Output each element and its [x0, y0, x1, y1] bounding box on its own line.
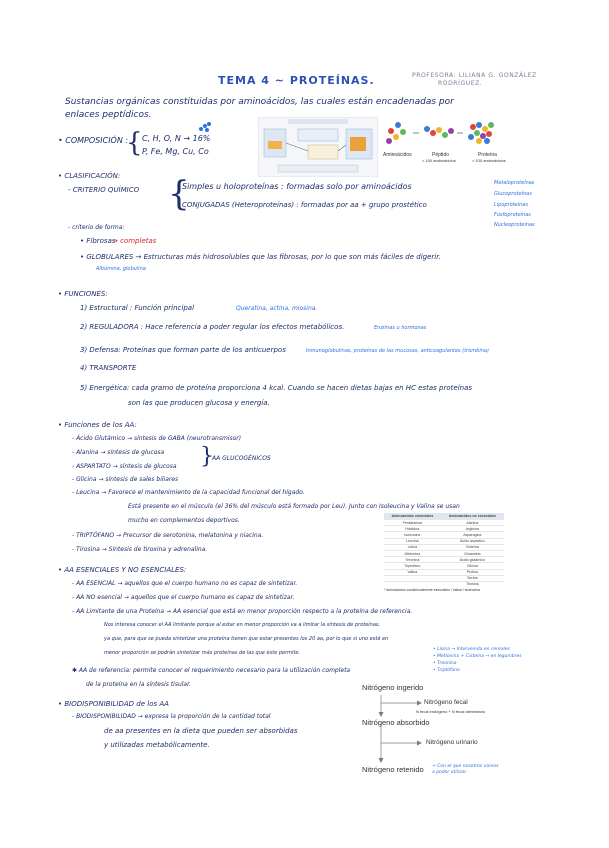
table-cell — [384, 581, 441, 587]
side-list-1: Metaloproteínas — [494, 180, 535, 186]
intro-line-1: Sustancias orgánicas constituidas por aminoácidos, las cuales están encadenadas por — [65, 97, 454, 107]
glucogenicos-brace: } — [200, 444, 214, 469]
glucogenicos-label: AA GLUCOGÉNICOS — [212, 455, 271, 462]
caption-peptido: Péptido — [432, 152, 449, 158]
biodisponibilidad-label: • BIODISPONIBILIDAD de los AA — [58, 700, 169, 708]
globulares-note: Albúmina, globulina — [96, 266, 146, 272]
side-list-3: Lipoproteínas — [494, 202, 528, 208]
nitrogeno-absorbido: Nitrógeno absorbido — [362, 718, 430, 727]
table-cell: Tirosina — [441, 581, 504, 587]
table-cell: Glutamina — [441, 550, 504, 556]
nitrogeno-urinario: Nitrógeno urinario — [426, 739, 478, 746]
limitante-side-note — [433, 646, 522, 674]
table-cell: Ácido aspártico — [441, 538, 504, 544]
nitrogeno-fecal-note: N fecal endógeno + N fecal alimentario — [416, 709, 486, 714]
nitrogeno-fecal: Nitrógeno fecal — [424, 699, 468, 706]
leucina-line-2: Está presente en el músculo (el 36% del músculo está formado por Leu). Junto con Isoleucina y Valina se usan — [128, 503, 460, 510]
esencial-def: - AA ESENCIAL → aquellos que el cuerpo humano no es capaz de sintetizar. — [72, 580, 298, 587]
criterio-quimico-label: - CRITERIO QUÍMICO — [68, 186, 140, 194]
leucina-line-3: mucho en complementos deportivos. — [128, 517, 240, 524]
funcion-5-line-2: son las que producen glucosa y energía. — [128, 399, 270, 407]
nitrogeno-ingerido: Nitrógeno ingerido — [362, 683, 424, 692]
funcion-1: 1) Estructural : Función principal — [80, 304, 195, 312]
side-note-2: • Metionina + Cisteína → en legumbres — [433, 654, 522, 659]
table-cell: Isoleucina — [384, 532, 441, 538]
protein-synthesis-figure — [258, 117, 378, 177]
funciones-label: • FUNCIONES: — [58, 290, 108, 298]
table-cell: Serina — [441, 575, 504, 581]
table-cell: Treonina — [384, 557, 441, 563]
caption-proteina: Proteína — [478, 152, 497, 158]
biodisponibilidad-line-3: y utilizadas metabólicamente. — [104, 741, 210, 749]
table-cell: Prolina — [441, 569, 504, 575]
table-header-esenciales: Aminoácidos esenciales — [384, 513, 441, 520]
composicion-line-2: P, Fe, Mg, Cu, Co — [142, 147, 209, 156]
aa-item-tirosina: - Tirosina → Síntesis de tiroxina y adrenalina. — [72, 546, 208, 553]
fibrosas-note: → completas — [112, 237, 157, 245]
table-cell: Glicina — [441, 563, 504, 569]
intro-line-2: enlaces peptídicos. — [65, 110, 152, 120]
composicion-brace: { — [126, 128, 143, 158]
side-note-4: • Triptófano — [433, 668, 460, 673]
table-header-no-esenciales: Aminoácidos no esenciales — [441, 513, 504, 520]
aa-item-alanina: - Alanina → síntesis de glucosa — [72, 449, 165, 456]
amino-acid-table — [384, 513, 504, 592]
table-cell: Triptófano — [384, 563, 441, 569]
simples-text: Simples u holoproteínas : formadas solo por aminoácidos — [182, 182, 412, 191]
funcion-1-note: Queratina, actina, miosina. — [236, 305, 318, 312]
quimico-brace: { — [168, 174, 190, 214]
table-row — [384, 581, 504, 587]
biodisponibilidad-line-1: - BIODISPONIBILIDAD → expresa la proporción de la cantidad total — [72, 713, 271, 720]
globulares-text: • GLOBULARES → Estructuras más hidrosolubles que las fibrosas, por lo que son más fáciles de digerir. — [80, 253, 441, 261]
funcion-5-line-1: 5) Energética: cada gramo de proteína proporciona 4 kcal. Cuando se hacen dietas bajas en HC estas proteínas — [80, 384, 473, 392]
funciones-aa-label: • Funciones de los AA: — [58, 421, 137, 429]
aa-item-leucina: - Leucina → Favorece el mantenimiento de la capacidad funcional del hígado. — [72, 489, 305, 496]
page-title: TEMA 4 ~ PROTEÍNAS. — [218, 74, 375, 87]
side-note-1: • Lisina → Intervenida en cereales — [433, 647, 510, 652]
caption-peptido-sub: < 100 aminoácidos — [422, 158, 456, 163]
retenido-note: → Con el que nosotros vamos a poder utilizar. — [432, 764, 499, 775]
limitante-line-2: Nos interesa conocer el AA limitante porque al estar en menor proporción va a limitar la síntesis de proteínas, — [104, 622, 381, 628]
biodisponibilidad-line-2: de aa presentes en la dieta que pueden ser absorbidas — [104, 727, 298, 735]
funcion-3: 3) Defensa: Proteínas que forman parte de los anticuerpos — [80, 346, 286, 354]
table-cell: Metionina — [384, 550, 441, 556]
table-cell: Ácido glutámico — [441, 557, 504, 563]
author-line-2: RODRÍGUEZ. — [438, 80, 483, 87]
author-line-1: PROFESORA: LILIANA G. GONZÁLEZ — [412, 72, 537, 79]
composicion-line-1: C, H, O, N → 16% — [142, 134, 211, 143]
aa-item-triptofano: - TRIPTÓFANO → Precursor de serotonina, melatonina y niacina. — [72, 532, 264, 539]
referencia-line-1: ✱ AA de referencia: permite conocer el requerimiento necesario para la utilización completa — [72, 667, 351, 674]
esenciales-label: • AA ESENCIALES Y NO ESENCIALES: — [58, 566, 187, 574]
limitante-line-3: ya que, para que se pueda sintetizar una proteína tienen que estar presentes los 20 aa, por lo que si uno está en — [104, 636, 389, 642]
table-cell: Leucina — [384, 538, 441, 544]
table-cell: Alanina — [441, 520, 504, 526]
referencia-line-2: de la proteína en la síntesis tisular. — [86, 681, 191, 688]
table-cell: Fenilalanina — [384, 520, 441, 526]
caption-proteina-sub: > 100 aminoácidos — [472, 158, 506, 163]
nitrogeno-retenido: Nitrógeno retenido — [362, 765, 424, 774]
table-cell: Arginina — [441, 526, 504, 532]
funcion-2-note: Enzimas u hormonas — [374, 325, 427, 331]
limitante-line-4: menor proporción se podrán sintetizar más proteínas de las que éste permite. — [104, 650, 301, 656]
table-cell: Lisina — [384, 544, 441, 550]
table-cell: Valina — [384, 569, 441, 575]
side-note-3: • Treonina — [433, 661, 457, 666]
no-esencial-def: - AA NO esencial → aquellos que el cuerpo humano es capaz de sintetizar. — [72, 594, 295, 601]
side-list-5: Nucleoproteínas — [494, 222, 535, 228]
table-cell: Cisteína — [441, 544, 504, 550]
table-cell: Histidina — [384, 526, 441, 532]
limitante-def: - AA Limitante de una Proteína → AA esencial que está en menor proporción respecto a la proteína de referencia. — [72, 608, 413, 615]
composicion-label: • COMPOSICIÓN : — [58, 136, 129, 145]
aa-item-glicina: - Glicina → síntesis de sales biliares — [72, 476, 179, 483]
funcion-4: 4) TRANSPORTE — [80, 364, 137, 372]
aa-item-glutamico: - Ácido Glutámico → síntesis de GABA (neurotransmisor) — [72, 435, 242, 442]
criterio-forma-label: - criterio de forma: — [68, 224, 125, 231]
caption-aminoacidos: Aminoácidos — [383, 152, 412, 158]
table-cell: Asparagina — [441, 532, 504, 538]
fibrosas-label: • Fibrosas — [80, 237, 116, 245]
funcion-3-note: Inmunoglobulinas, proteínas de las mucosas, anticoagulantes (trombina) — [306, 348, 489, 354]
side-list-4: Fosfoproteínas — [494, 212, 531, 218]
molecule-sketch — [198, 118, 212, 130]
side-list-2: Glucoproteínas — [494, 191, 532, 197]
clasificacion-label: • CLASIFICACIÓN: — [58, 172, 121, 180]
table-footnote: * Aminoácidos condicionalmente esenciales / Valina / Isoleucina — [384, 588, 480, 593]
funcion-2: 2) REGULADORA : Hace referencia a poder regular los efectos metabólicos. — [80, 323, 345, 331]
aa-item-aspartato: - ASPARTATO → síntesis de glucosa — [72, 463, 177, 470]
conjugadas-text: CONJUGADAS (Heteroproteínas) : formadas por aa + grupo prostético — [182, 201, 427, 209]
